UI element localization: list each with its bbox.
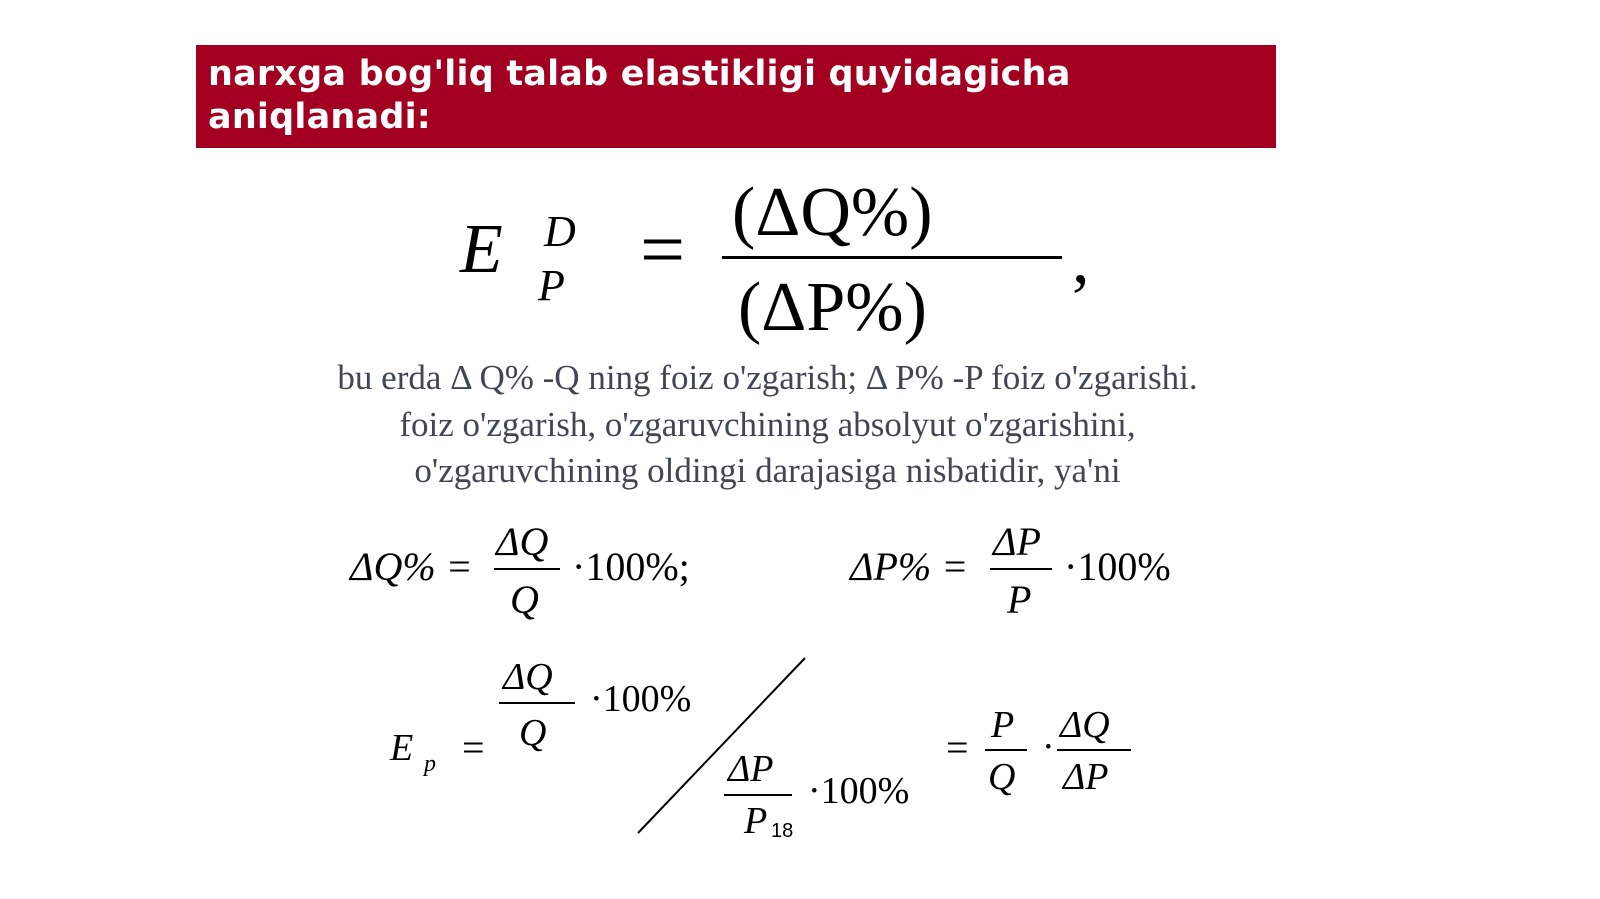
- formula-ep-frac2-numerator: ΔQ: [1060, 704, 1110, 746]
- explanation-line-3: o'zgaruvchining oldingi darajasiga nisbatidir, ya'ni: [414, 451, 1121, 490]
- explanation-line-2: foiz o'zgarish, o'zgaruvchining absolyut o'zgarishini,: [399, 404, 1136, 444]
- formula-p-fraction-bar: [990, 568, 1052, 570]
- formula-main-e: E: [460, 211, 503, 288]
- formula-ep-frac1-denominator: Q: [988, 756, 1016, 798]
- formula-ep-dot: ·: [1042, 726, 1055, 768]
- formula-q-fraction-bar: [494, 568, 560, 570]
- formula-main-comma: ,: [1072, 221, 1090, 298]
- formula-q-factor: ·100%;: [572, 544, 690, 589]
- formula-main-sub: P: [538, 261, 565, 310]
- formula-q-lhs: ΔQ% =: [350, 544, 473, 589]
- formula-ep-frac2-denominator: ΔP: [1063, 756, 1109, 798]
- formula-p-lhs: ΔP% =: [850, 544, 969, 589]
- formula-ep-sub: p: [424, 751, 436, 777]
- formula-ep-top-denominator: Q: [519, 712, 547, 754]
- formula-ep-bottom-fraction-bar: [724, 794, 792, 796]
- formula-ep-equals: =: [462, 725, 485, 770]
- formula-ep-equals-2: =: [946, 725, 969, 770]
- formula-ep-bottom-denominator: P: [744, 800, 768, 842]
- formula-main-denominator: (ΔP%): [738, 269, 927, 346]
- explanation-text: [200, 355, 1335, 495]
- formula-p-denominator: P: [1007, 577, 1032, 622]
- formula-q-denominator: Q: [510, 577, 539, 622]
- formula-ep-bottom-factor: ·100%: [808, 770, 910, 812]
- formula-p-numerator: ΔP: [993, 519, 1041, 564]
- formula-ep-frac1-numerator: P: [991, 704, 1015, 746]
- formula-ep-slash-line: [630, 650, 815, 840]
- slide-title: narxga bog'liq talab elastikligi quyidagicha aniqlanadi:: [208, 54, 1071, 137]
- formula-main-equals: =: [640, 206, 686, 294]
- formula-main-sup: D: [544, 207, 576, 256]
- formula-main-fraction-bar: [722, 256, 1062, 259]
- formula-ep-e: E: [390, 727, 414, 769]
- title-banner: [196, 45, 1276, 148]
- slide-page-number: 18: [771, 820, 794, 842]
- explanation-line-1: bu erda Δ Q% -Q ning foiz o'zgarish; Δ P% -P foiz o'zgarishi.: [337, 358, 1198, 397]
- formula-ep-top-numerator: ΔQ: [503, 656, 553, 698]
- formula-ep-frac2-bar: [1057, 749, 1131, 751]
- formula-p-factor: ·100%: [1064, 544, 1171, 589]
- formula-ep-bottom-numerator: ΔP: [728, 748, 774, 790]
- formula-main-numerator: (ΔQ%): [732, 174, 933, 251]
- formula-ep-frac1-bar: [985, 749, 1027, 751]
- formula-q-numerator: ΔQ: [496, 519, 549, 564]
- formula-ep-top-factor: ·100%: [590, 678, 692, 720]
- formula-ep-top-fraction-bar: [499, 702, 575, 704]
